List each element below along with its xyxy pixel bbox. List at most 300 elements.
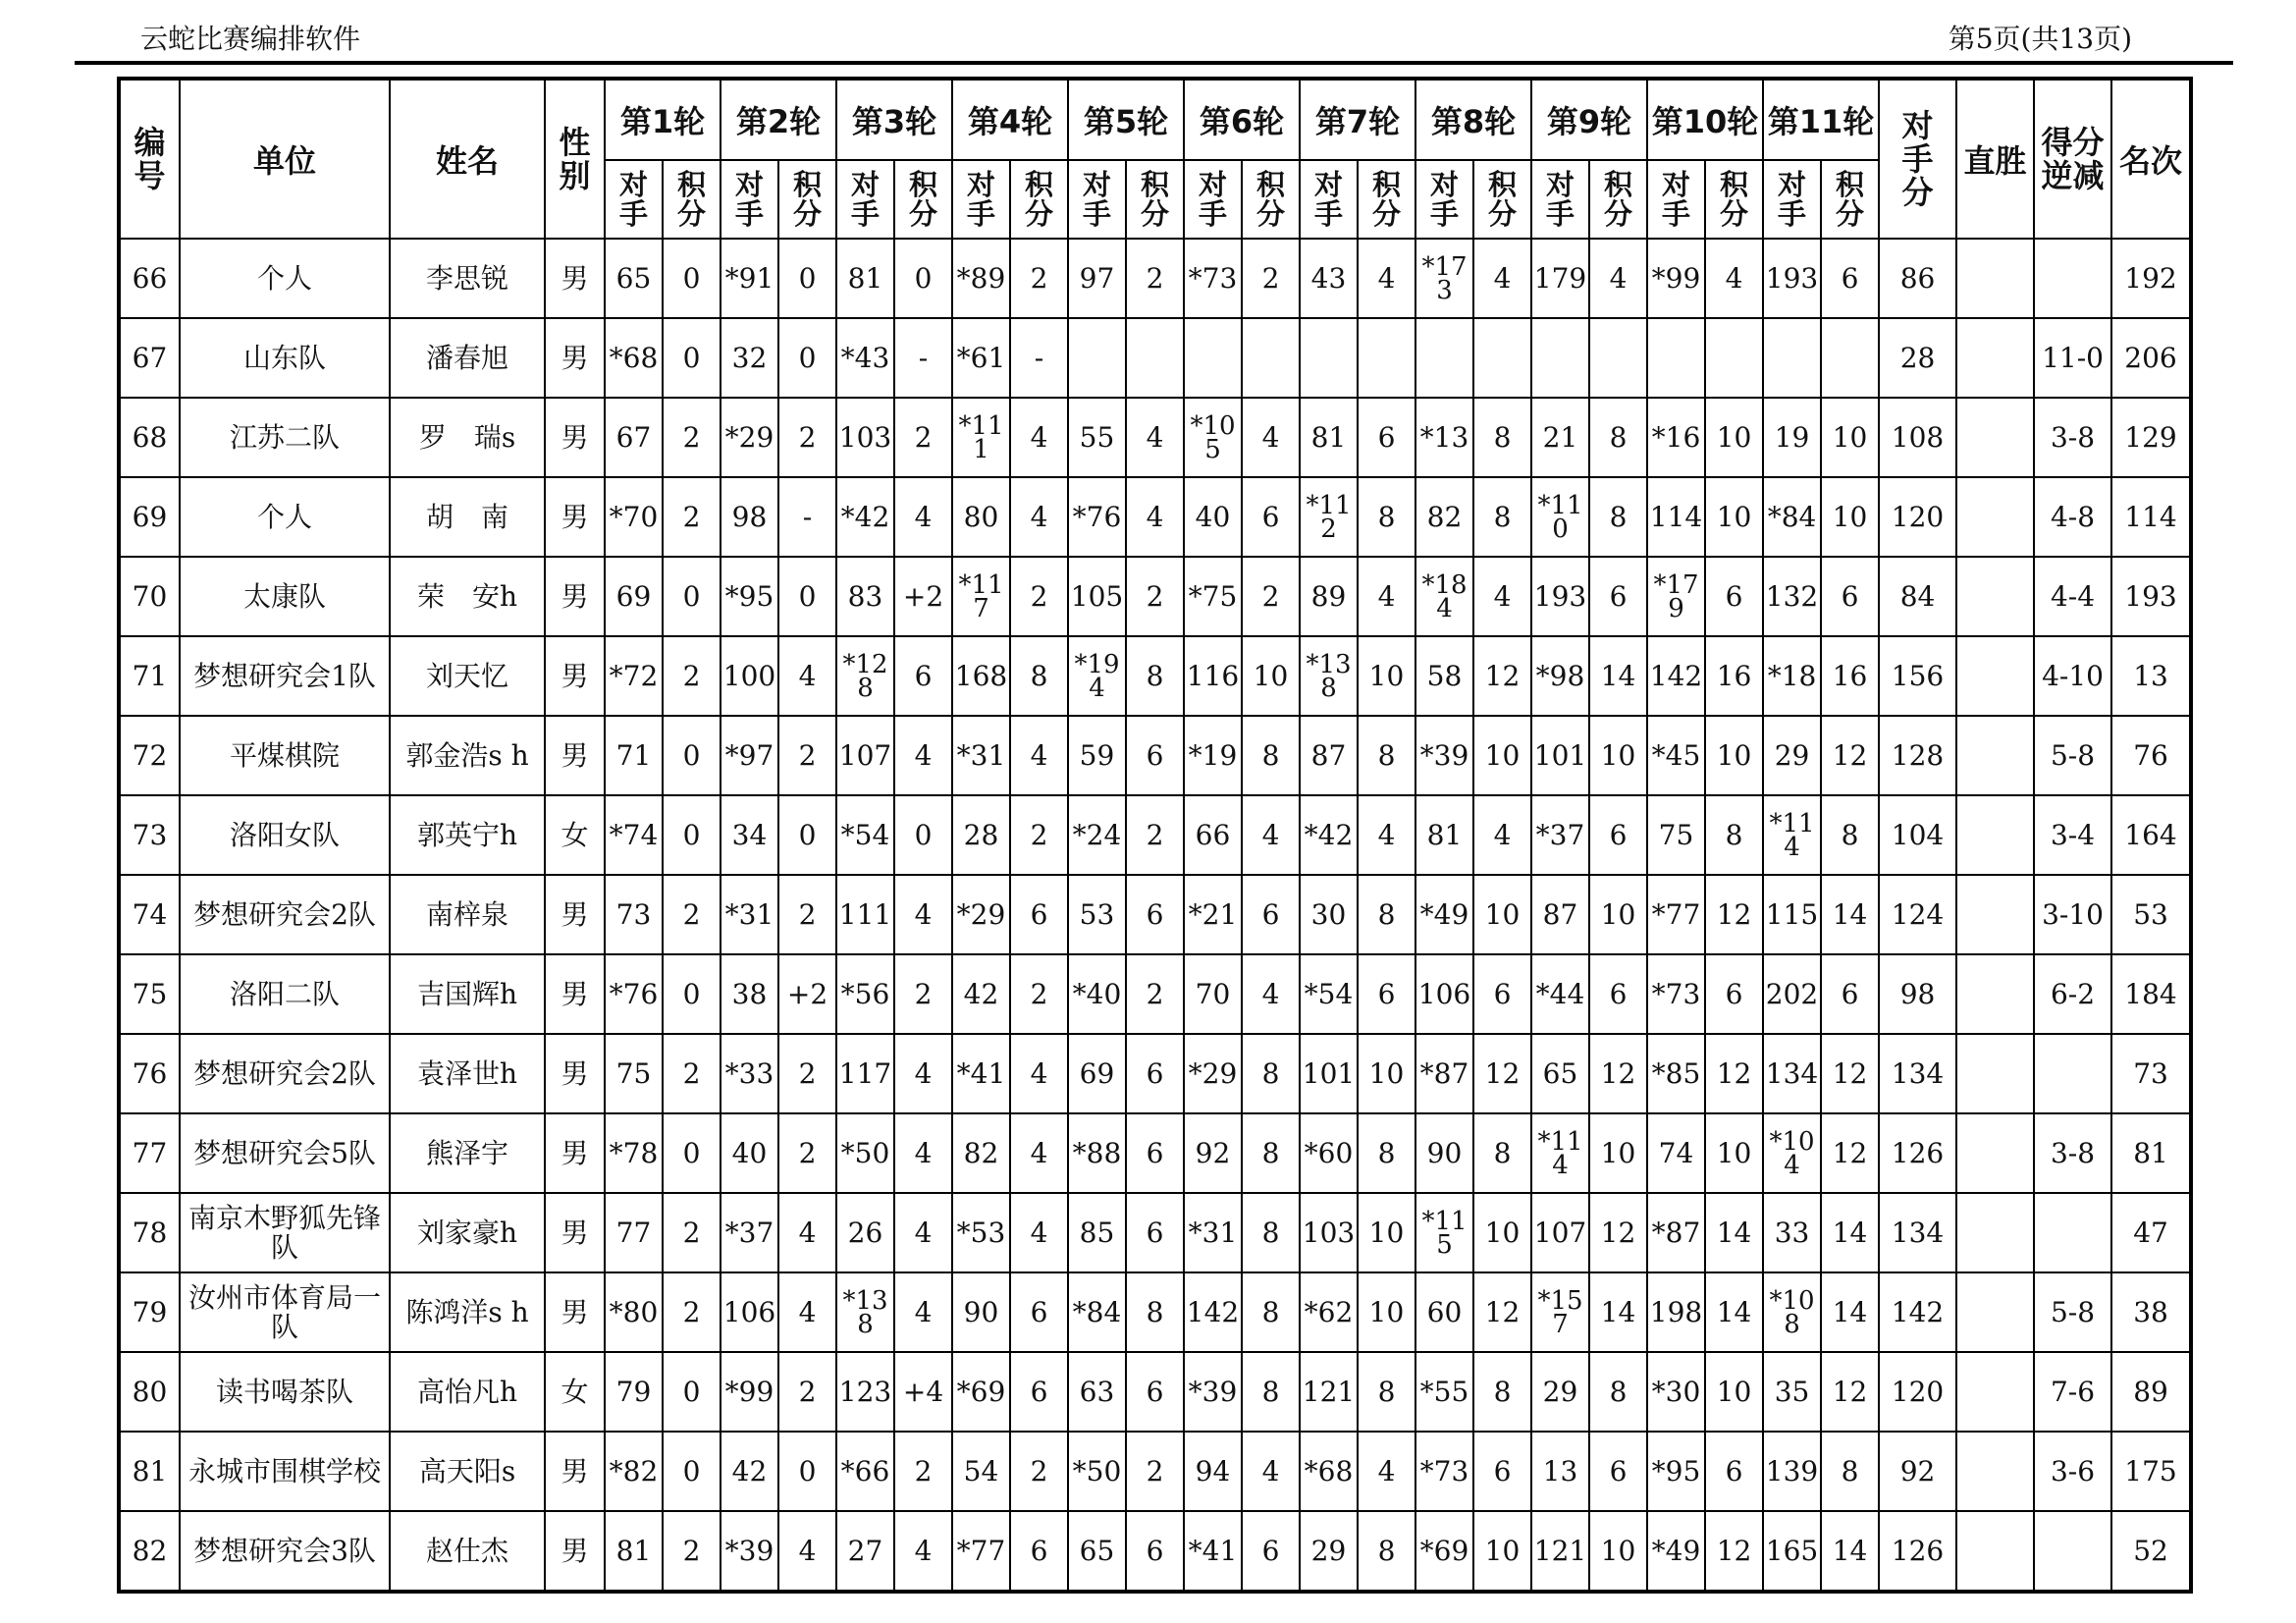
round-opponent: 66 [1184,795,1242,875]
col-header-direct: 直胜 [1956,79,2034,239]
direct-wins [1956,1511,2034,1592]
round-points: 8 [1473,1352,1531,1432]
round-opponent: *37 [1531,795,1589,875]
col-header-unit: 单位 [180,79,390,239]
round-opponent: *53 [952,1193,1010,1272]
round-points: 10 [1473,875,1531,954]
round-points: 4 [894,875,952,954]
round-opponent: 35 [1763,1352,1821,1432]
round-opponent: 168 [952,636,1010,716]
round-points: 4 [1010,716,1068,795]
round-opponent: 87 [1531,875,1589,954]
round-points: 8 [1705,795,1763,875]
round-points: +4 [894,1352,952,1432]
table-row [119,477,2191,557]
round-points: 4 [1358,1432,1415,1511]
round-opponent: 30 [1300,875,1358,954]
round-points: 14 [1705,1193,1763,1272]
round-points: 6 [1126,1193,1184,1272]
round-opponent: 80 [952,477,1010,557]
round-points: 2 [1242,239,1300,318]
round-points: 8 [1358,1511,1415,1592]
score-diff: 4-4 [2034,557,2111,636]
round-opponent: 107 [1531,1193,1589,1272]
round-points: 2 [1010,954,1068,1034]
player-unit: 洛阳女队 [180,795,390,875]
round-opponent: 139 [1763,1432,1821,1511]
direct-wins [1956,1113,2034,1193]
round-points: 6 [1358,398,1415,477]
col-header-round: 第10轮 [1647,79,1763,160]
round-points: 0 [663,1352,721,1432]
round-opponent: *75 [1184,557,1242,636]
player-unit: 梦想研究会1队 [180,636,390,716]
round-points: 8 [1358,716,1415,795]
round-opponent: *104 [1763,1113,1821,1193]
round-opponent: *110 [1531,477,1589,557]
col-header-opponent: 对手 [836,160,894,239]
player-unit: 洛阳二队 [180,954,390,1034]
round-points: 10 [1705,398,1763,477]
round-opponent: 43 [1300,239,1358,318]
player-rank: 206 [2111,318,2191,398]
round-opponent: *117 [952,557,1010,636]
col-header-round: 第11轮 [1763,79,1879,160]
round-opponent: 106 [1415,954,1473,1034]
round-points: 4 [1010,1034,1068,1113]
player-name: 陈鸿洋s h [390,1272,545,1352]
round-points: 4 [894,716,952,795]
player-name: 李思锐 [390,239,545,318]
round-points: 10 [1473,716,1531,795]
round-opponent: 111 [836,875,894,954]
player-unit: 山东队 [180,318,390,398]
round-opponent: 105 [1068,557,1126,636]
round-points: 6 [1126,716,1184,795]
round-opponent: 32 [721,318,778,398]
round-opponent: 100 [721,636,778,716]
round-opponent: *29 [1184,1034,1242,1113]
round-opponent: *77 [952,1511,1010,1592]
round-opponent: 42 [952,954,1010,1034]
player-number: 69 [119,477,180,557]
round-opponent: *72 [605,636,663,716]
round-opponent: 94 [1184,1432,1242,1511]
round-opponent: 179 [1531,239,1589,318]
round-points: - [778,477,836,557]
round-points: 10 [1473,1511,1531,1592]
round-opponent [1647,318,1705,398]
col-header-points: 积分 [1589,160,1647,239]
col-header-points: 积分 [894,160,952,239]
col-header-round: 第1轮 [605,79,721,160]
round-opponent: 202 [1763,954,1821,1034]
round-opponent: 103 [1300,1193,1358,1272]
player-rank: 47 [2111,1193,2191,1272]
col-header-points: 积分 [1126,160,1184,239]
round-opponent: 21 [1531,398,1589,477]
player-number: 71 [119,636,180,716]
round-points: 4 [1242,795,1300,875]
round-opponent: 34 [721,795,778,875]
round-opponent: *16 [1647,398,1705,477]
round-opponent: *73 [1184,239,1242,318]
score-diff: 3-6 [2034,1432,2111,1511]
round-points: 10 [1821,477,1879,557]
round-points: 12 [1473,1034,1531,1113]
round-points: 14 [1821,1193,1879,1272]
opponent-score: 108 [1879,398,1956,477]
player-name: 罗 瑞s [390,398,545,477]
player-gender: 男 [545,636,605,716]
round-opponent: *68 [605,318,663,398]
round-points: 2 [778,875,836,954]
table-row [119,239,2191,318]
round-opponent: 29 [1300,1511,1358,1592]
round-opponent: *41 [952,1034,1010,1113]
round-opponent [1068,318,1126,398]
round-opponent: 73 [605,875,663,954]
round-points: 4 [1589,239,1647,318]
col-header-round: 第7轮 [1300,79,1415,160]
round-opponent: 103 [836,398,894,477]
direct-wins [1956,954,2034,1034]
player-name: 荣 安h [390,557,545,636]
round-points: 4 [1473,557,1531,636]
round-opponent: 142 [1184,1272,1242,1352]
col-header-opponent: 对手 [1647,160,1705,239]
player-number: 81 [119,1432,180,1511]
round-opponent: *76 [605,954,663,1034]
direct-wins [1956,636,2034,716]
round-opponent: *87 [1647,1193,1705,1272]
round-points: 0 [778,318,836,398]
round-points: 10 [1358,1272,1415,1352]
player-unit: 汝州市体育局一队 [180,1272,390,1352]
player-number: 80 [119,1352,180,1432]
round-opponent: *78 [605,1113,663,1193]
round-points: 2 [663,1511,721,1592]
player-name: 郭英宁h [390,795,545,875]
round-points: 2 [894,1432,952,1511]
round-points: 4 [1126,477,1184,557]
round-opponent: *80 [605,1272,663,1352]
round-points: 0 [894,795,952,875]
round-opponent: *19 [1184,716,1242,795]
table-row [119,636,2191,716]
round-points: 8 [1821,1432,1879,1511]
round-points: 4 [894,1113,952,1193]
col-header-round: 第6轮 [1184,79,1300,160]
player-number: 70 [119,557,180,636]
round-points: 6 [1126,875,1184,954]
round-points: 6 [1358,954,1415,1034]
round-opponent: *194 [1068,636,1126,716]
round-opponent: *138 [836,1272,894,1352]
opponent-score: 98 [1879,954,1956,1034]
round-opponent: *50 [1068,1432,1126,1511]
player-rank: 192 [2111,239,2191,318]
col-header-opponent: 对手 [1763,160,1821,239]
round-opponent: 114 [1647,477,1705,557]
round-opponent: 87 [1300,716,1358,795]
round-points: 4 [1358,795,1415,875]
player-rank: 13 [2111,636,2191,716]
player-number: 79 [119,1272,180,1352]
round-opponent: 26 [836,1193,894,1272]
round-points: 8 [1473,477,1531,557]
round-points: 4 [1705,239,1763,318]
round-opponent: *29 [952,875,1010,954]
round-opponent: 82 [1415,477,1473,557]
round-opponent: 28 [952,795,1010,875]
round-opponent: *31 [1184,1193,1242,1272]
round-opponent: *99 [1647,239,1705,318]
round-points: 4 [894,477,952,557]
round-points: 4 [1358,557,1415,636]
round-points [1358,318,1415,398]
opponent-score: 104 [1879,795,1956,875]
col-header-opponent: 对手 [1184,160,1242,239]
round-opponent: *49 [1647,1511,1705,1592]
round-opponent: *99 [721,1352,778,1432]
round-points: 6 [1705,1432,1763,1511]
round-points: 0 [663,954,721,1034]
round-opponent: *108 [1763,1272,1821,1352]
round-opponent: 123 [836,1352,894,1432]
player-name: 高怡凡h [390,1352,545,1432]
round-points: 2 [663,875,721,954]
player-number: 82 [119,1511,180,1592]
direct-wins [1956,477,2034,557]
round-points: 4 [778,1272,836,1352]
player-rank: 114 [2111,477,2191,557]
player-unit: 梦想研究会2队 [180,1034,390,1113]
round-opponent: *84 [1068,1272,1126,1352]
round-opponent: 29 [1531,1352,1589,1432]
round-points: 6 [1242,1511,1300,1592]
round-opponent: *54 [836,795,894,875]
round-opponent: *98 [1531,636,1589,716]
round-opponent: *84 [1763,477,1821,557]
player-gender: 男 [545,1511,605,1592]
table-row [119,795,2191,875]
round-points: 8 [1242,716,1300,795]
score-diff: 4-8 [2034,477,2111,557]
opponent-score: 124 [1879,875,1956,954]
round-opponent: 193 [1763,239,1821,318]
direct-wins [1956,1193,2034,1272]
round-opponent: 117 [836,1034,894,1113]
software-title: 云蛇比赛编排软件 [140,23,361,55]
player-unit: 太康队 [180,557,390,636]
round-points: 4 [1242,954,1300,1034]
player-gender: 女 [545,795,605,875]
col-header-opponent: 对手 [605,160,663,239]
round-points: 8 [1358,477,1415,557]
round-points: 0 [894,239,952,318]
round-opponent: *95 [1647,1432,1705,1511]
round-points: 8 [1589,398,1647,477]
round-opponent: *54 [1300,954,1358,1034]
round-opponent: *39 [1415,716,1473,795]
player-gender: 男 [545,239,605,318]
round-points: 12 [1821,1113,1879,1193]
player-unit: 个人 [180,239,390,318]
player-unit: 江苏二队 [180,398,390,477]
round-opponent: 77 [605,1193,663,1272]
round-points: 10 [1358,1193,1415,1272]
col-header-opponent: 对手 [721,160,778,239]
round-opponent: *45 [1647,716,1705,795]
round-opponent: *40 [1068,954,1126,1034]
round-opponent: 65 [605,239,663,318]
col-header-opponent: 对手 [952,160,1010,239]
round-points: 12 [1821,1034,1879,1113]
col-header-round: 第8轮 [1415,79,1531,160]
player-rank: 76 [2111,716,2191,795]
round-opponent: *61 [952,318,1010,398]
opponent-score: 28 [1879,318,1956,398]
round-points: 2 [1010,1432,1068,1511]
round-points: 2 [778,716,836,795]
table-row [119,398,2191,477]
round-points: 12 [1821,1352,1879,1432]
round-opponent: *13 [1415,398,1473,477]
player-rank: 53 [2111,875,2191,954]
col-header-diff: 得分逆减 [2034,79,2111,239]
round-opponent: *49 [1415,875,1473,954]
round-points: 8 [1821,795,1879,875]
round-points: 4 [894,1511,952,1592]
round-opponent: 60 [1415,1272,1473,1352]
round-points: 14 [1705,1272,1763,1352]
round-points: 0 [663,716,721,795]
table-row [119,1272,2191,1352]
player-number: 76 [119,1034,180,1113]
round-opponent: *56 [836,954,894,1034]
round-opponent: 40 [721,1113,778,1193]
direct-wins [1956,795,2034,875]
direct-wins [1956,1352,2034,1432]
round-points: 8 [1358,1113,1415,1193]
col-header-points: 积分 [778,160,836,239]
round-points: 2 [1242,557,1300,636]
col-header-round: 第5轮 [1068,79,1184,160]
round-opponent: 89 [1300,557,1358,636]
player-unit: 梦想研究会2队 [180,875,390,954]
round-points: 10 [1589,1113,1647,1193]
col-header-opponent: 对手 [1068,160,1126,239]
player-unit: 梦想研究会5队 [180,1113,390,1193]
round-points: 2 [894,398,952,477]
round-points: 0 [663,795,721,875]
score-diff [2034,1193,2111,1272]
round-points: 8 [1242,1034,1300,1113]
player-name: 胡 南 [390,477,545,557]
round-opponent: 70 [1184,954,1242,1034]
round-opponent: 58 [1415,636,1473,716]
header-rule [75,61,2233,65]
round-opponent: *91 [721,239,778,318]
round-points: 10 [1589,875,1647,954]
round-opponent: 121 [1300,1352,1358,1432]
round-opponent: 198 [1647,1272,1705,1352]
round-points: 6 [1821,239,1879,318]
round-points [1705,318,1763,398]
player-number: 67 [119,318,180,398]
col-header-points: 积分 [1358,160,1415,239]
round-points: 14 [1589,636,1647,716]
round-points: 6 [1010,875,1068,954]
round-opponent: 165 [1763,1511,1821,1592]
round-points: 2 [663,636,721,716]
round-opponent: *60 [1300,1113,1358,1193]
round-opponent [1300,318,1358,398]
round-opponent: *21 [1184,875,1242,954]
round-points: 0 [778,795,836,875]
round-points: 16 [1821,636,1879,716]
round-opponent: 107 [836,716,894,795]
round-points: 8 [1242,1352,1300,1432]
round-opponent: 65 [1531,1034,1589,1113]
round-opponent: 19 [1763,398,1821,477]
round-opponent: 101 [1531,716,1589,795]
round-points: 0 [663,318,721,398]
player-gender: 男 [545,875,605,954]
results-table [117,77,2193,1594]
round-opponent: *112 [1300,477,1358,557]
round-points: 2 [778,1113,836,1193]
player-gender: 女 [545,1352,605,1432]
round-points: 6 [1126,1113,1184,1193]
player-name: 熊泽宇 [390,1113,545,1193]
round-points: 2 [663,398,721,477]
player-gender: 男 [545,954,605,1034]
round-points: 8 [1126,1272,1184,1352]
direct-wins [1956,1272,2034,1352]
round-opponent: 115 [1763,875,1821,954]
player-name: 潘春旭 [390,318,545,398]
round-points: - [1010,318,1068,398]
round-points: 8 [1126,636,1184,716]
round-points: 14 [1821,875,1879,954]
round-opponent: *89 [952,239,1010,318]
player-gender: 男 [545,1113,605,1193]
direct-wins [1956,557,2034,636]
round-opponent: *43 [836,318,894,398]
opponent-score: 142 [1879,1272,1956,1352]
round-points: 8 [1242,1272,1300,1352]
player-name: 高天阳s [390,1432,545,1511]
round-points: 2 [1010,239,1068,318]
round-points: 2 [778,1034,836,1113]
round-points: 10 [1242,636,1300,716]
round-points: 10 [1705,1113,1763,1193]
table-row [119,1511,2191,1592]
round-points: 8 [1473,398,1531,477]
round-opponent: *69 [1415,1511,1473,1592]
round-points: 4 [1473,239,1531,318]
round-points: 4 [894,1193,952,1272]
round-points: 2 [778,398,836,477]
round-opponent: *77 [1647,875,1705,954]
round-points: 6 [1242,477,1300,557]
score-diff [2034,1511,2111,1592]
round-points: 10 [1358,636,1415,716]
score-diff: 3-8 [2034,1113,2111,1193]
round-points: 4 [1358,239,1415,318]
